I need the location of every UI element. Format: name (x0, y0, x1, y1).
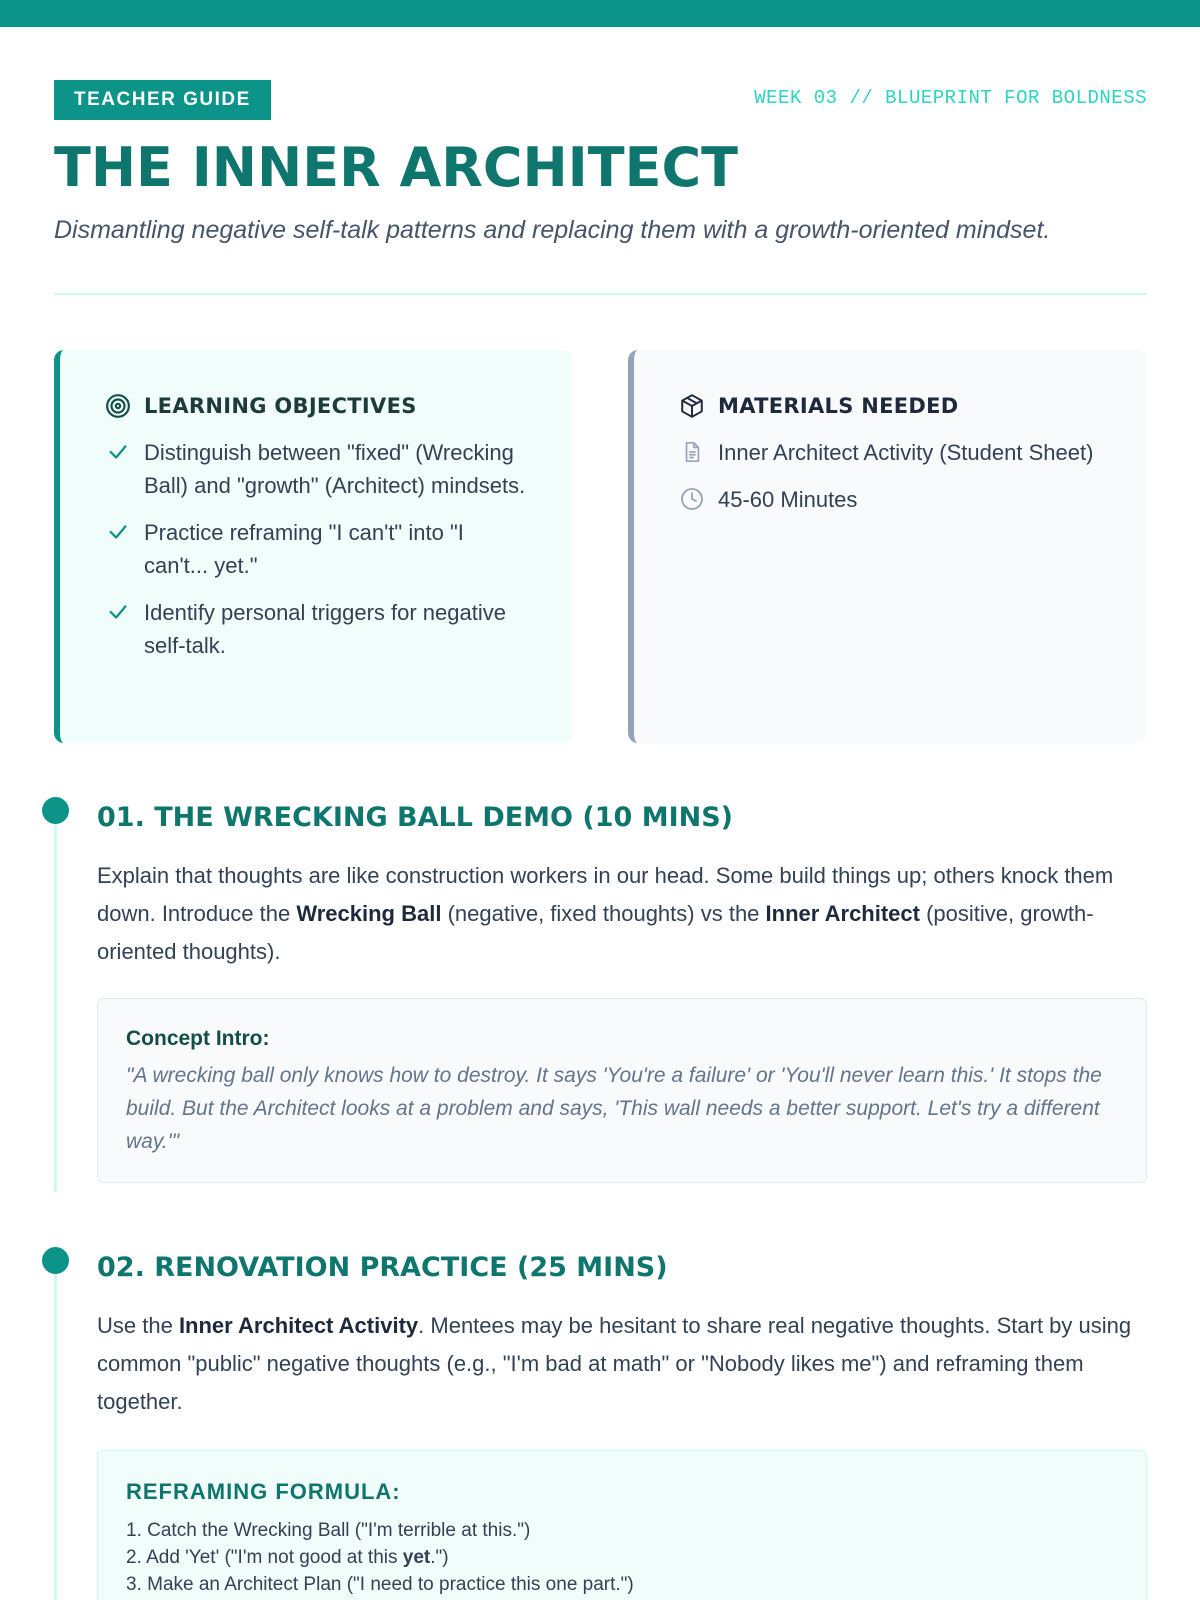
formula-step-text: 2. Add 'Yet' ("I'm not good at this (126, 1547, 403, 1568)
formula-step: 1. Catch the Wrecking Ball ("I'm terrible at this.") (126, 1520, 531, 1541)
header-divider (54, 293, 1147, 295)
section-2-body-text: . Mentees may be hesitant to share real negative thoughts. Start by using common "public" negative thoughts (e.g., "I'm bad at math" or "Nobody likes me") and reframing them together. (97, 1313, 1132, 1414)
section-2-marker (42, 1247, 69, 1274)
section-1-body-text: (negative, fixed thoughts) vs the (441, 901, 766, 926)
objectives-heading-label: LEARNING OBJECTIVES (144, 394, 417, 418)
section-2-body-bold: Inner Architect Activity (178, 1313, 419, 1338)
objective-item (104, 436, 533, 502)
check-icon (104, 516, 132, 548)
week-label: WEEK 03 // BLUEPRINT FOR BOLDNESS (754, 87, 1147, 109)
material-text: 45-60 Minutes (718, 487, 858, 512)
reframing-formula-box (97, 1450, 1147, 1600)
material-item (678, 436, 1107, 469)
section-1-body-text: Explain that thoughts are like construction workers in our head. Some build things up; others knock them down. Introduce the (97, 863, 1114, 926)
check-icon (104, 436, 132, 468)
material-text: Inner Architect Activity (Student Sheet) (718, 440, 1094, 465)
section-1-timeline (54, 800, 57, 1192)
section-1-body-bold: Inner Architect (765, 901, 920, 926)
section-1-body (97, 857, 1147, 971)
clock-icon (678, 483, 706, 515)
section-1-body-bold: Wrecking Ball (296, 901, 442, 926)
page-title: THE INNER ARCHITECT (54, 136, 738, 199)
materials-needed-card (628, 350, 1147, 743)
box-icon (678, 392, 706, 420)
material-item (678, 483, 1107, 516)
formula-step-bold: yet (402, 1547, 431, 1568)
reframing-formula-label: REFRAMING FORMULA: (126, 1479, 401, 1504)
section-2-title: 02. RENOVATION PRACTICE (25 MINS) (97, 1252, 668, 1283)
page-subtitle: Dismantling negative self-talk patterns and replacing them with a growth-oriented mindset. (54, 216, 1051, 244)
formula-step-text: .") (430, 1547, 449, 1568)
section-2-body-text: Use the (97, 1313, 179, 1338)
concept-intro-quote: "A wrecking ball only knows how to destroy. It says 'You're a failure' or 'You'll never learn this.' It stops the build. But the Architect looks at a problem and says, 'This wall needs a better support. Let's try a different way.'" (126, 1064, 1102, 1153)
document-icon (678, 436, 706, 468)
section-2-timeline (54, 1250, 57, 1600)
formula-step (126, 1544, 1118, 1571)
header-row (54, 80, 1147, 120)
materials-heading-label: MATERIALS NEEDED (718, 394, 959, 418)
section-1-marker (42, 797, 69, 824)
objectives-heading (104, 390, 533, 422)
objective-text: Identify personal triggers for negative self-talk. (144, 600, 506, 658)
teacher-guide-badge: TEACHER GUIDE (54, 80, 271, 120)
learning-objectives-card (54, 350, 573, 743)
target-icon (104, 392, 132, 420)
top-accent-bar (0, 0, 1200, 27)
section-1-title: 01. THE WRECKING BALL DEMO (10 MINS) (97, 802, 734, 833)
section-1-body-text: (positive, growth-oriented thoughts). (97, 901, 1094, 964)
concept-intro-label: Concept Intro: (126, 1027, 270, 1050)
objective-text: Distinguish between "fixed" (Wrecking Ball) and "growth" (Architect) mindsets. (144, 440, 526, 498)
objective-text: Practice reframing "I can't" into "I can't... yet." (144, 520, 464, 578)
section-2-body (97, 1307, 1147, 1421)
materials-heading (678, 390, 1107, 422)
formula-step: 3. Make an Architect Plan ("I need to practice this one part.") (126, 1574, 634, 1595)
objective-item (104, 596, 533, 662)
objective-item (104, 516, 533, 582)
concept-intro-box (97, 998, 1147, 1183)
check-icon (104, 596, 132, 628)
